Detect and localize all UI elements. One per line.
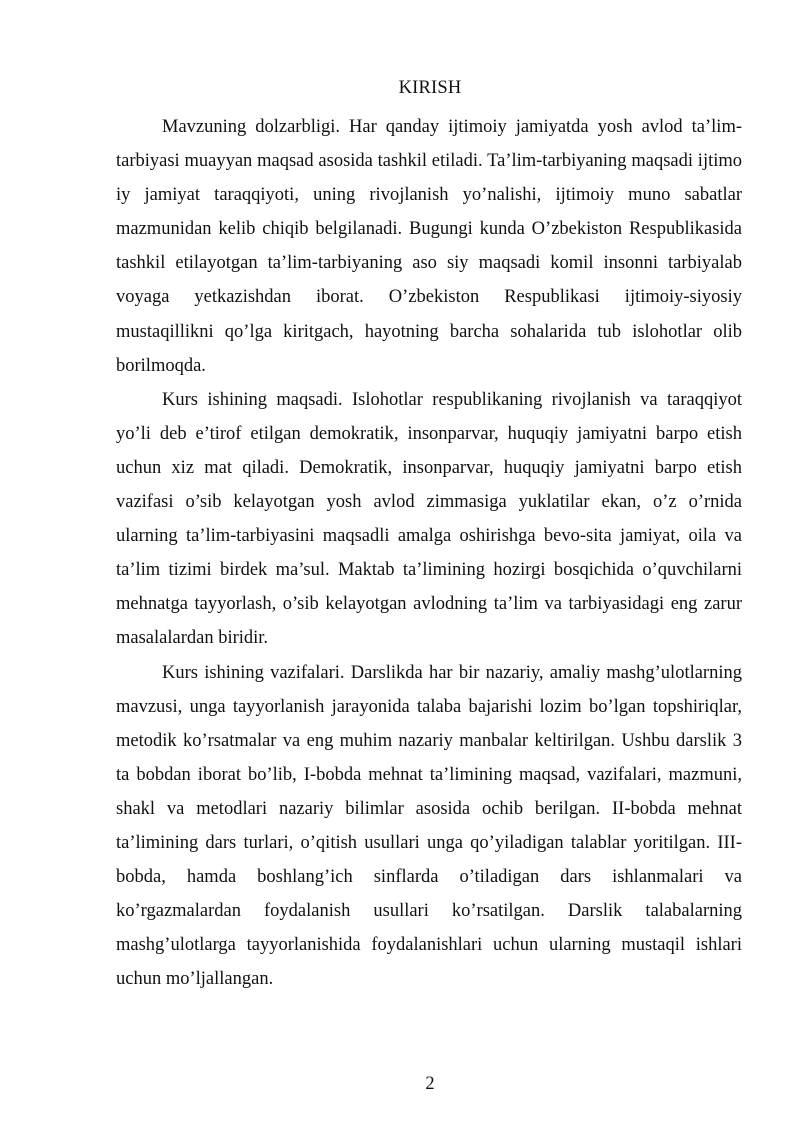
paragraph-tasks: Kurs ishining vazifalari. Darslikda har bir nazariy, amaliy mashg’ulotlarning mavzusi, unga tayyorlanish jarayonida talaba bajarishi lozim bo’lgan topshiriqlar, metodik ko’rsatmalar va eng muhim nazariy manbalar keltirilgan. Ushbu darslik 3 ta bobdan iborat bo’lib, I-bobda mehnat ta’limining maqsad, vazifalari, mazmuni, shakl va metodlari nazariy bilimlar asosida ochib berilgan. II-bobda mehnat ta’limining dars turlari, o’qitish usullari unga qo’yiladigan talablar yoritilgan. III-bobda, hamda boshlang’ich sinflarda o’tiladigan dars ishlanmalari va ko’rgazmalardan foydalanish usullari ko’rsatilgan. Darslik talabalarning mashg’ulotlarga tayyorlanishida foydalanishlari uchun ularning mustaqil ishlari uchun mo’ljallangan. [116, 662, 742, 990]
body-text [116, 110, 742, 996]
paragraph-goal: Kurs ishining maqsadi. Islohotlar respublikaning rivojlanish va taraqqiyot yo’li deb e’tirof etilgan demokratik, insonparvar, huquqiy jamiyatni barpo etish uchun xiz mat qiladi. Demokratik, insonparvar, huquqiy jamiyatni barpo etish vazifasi o’sib kelayotgan yosh avlod zimmasiga yuklatilar ekan, o’z o’rnida ularning ta’lim-tarbiyasini maqsadli amalga oshirishga bevo-sita jamiyat, oila va ta’lim tizimi birdek ma’sul. Maktab ta’limining hozirgi bosqichida o’quvchilarni mehnatga tayyorlash, o’sib kelayotgan avlodning ta’lim va tarbiyasidagi eng zarur masalalardan biridir. [116, 389, 742, 649]
page-number: 2 [425, 1074, 435, 1094]
page-title: KIRISH [398, 78, 462, 98]
paragraph-relevance: Mavzuning dolzarbligi. Har qanday ijtimoiy jamiyatda yosh avlod ta’lim-tarbiyasi muayyan maqsad asosida tashkil etiladi. Ta’lim-tarbiyaning maqsadi ijtimo iy jamiyat taraqqiyoti, uning rivojlanish yo’nalishi, ijtimoiy muno sabatlar mazmunidan kelib chiqib belgilanadi. Bugungi kunda O’zbekiston Respublikasida tashkil etilayotgan ta’lim-tarbiyaning aso siy maqsadi komil insonni tarbiyalab voyaga yetkazishdan iborat. O’zbekiston Respublikasi ijtimoiy-siyosiy mustaqillikni qo’lga kiritgach, hayotning barcha sohalarida tub islohotlar olib borilmoqda. [116, 117, 742, 376]
